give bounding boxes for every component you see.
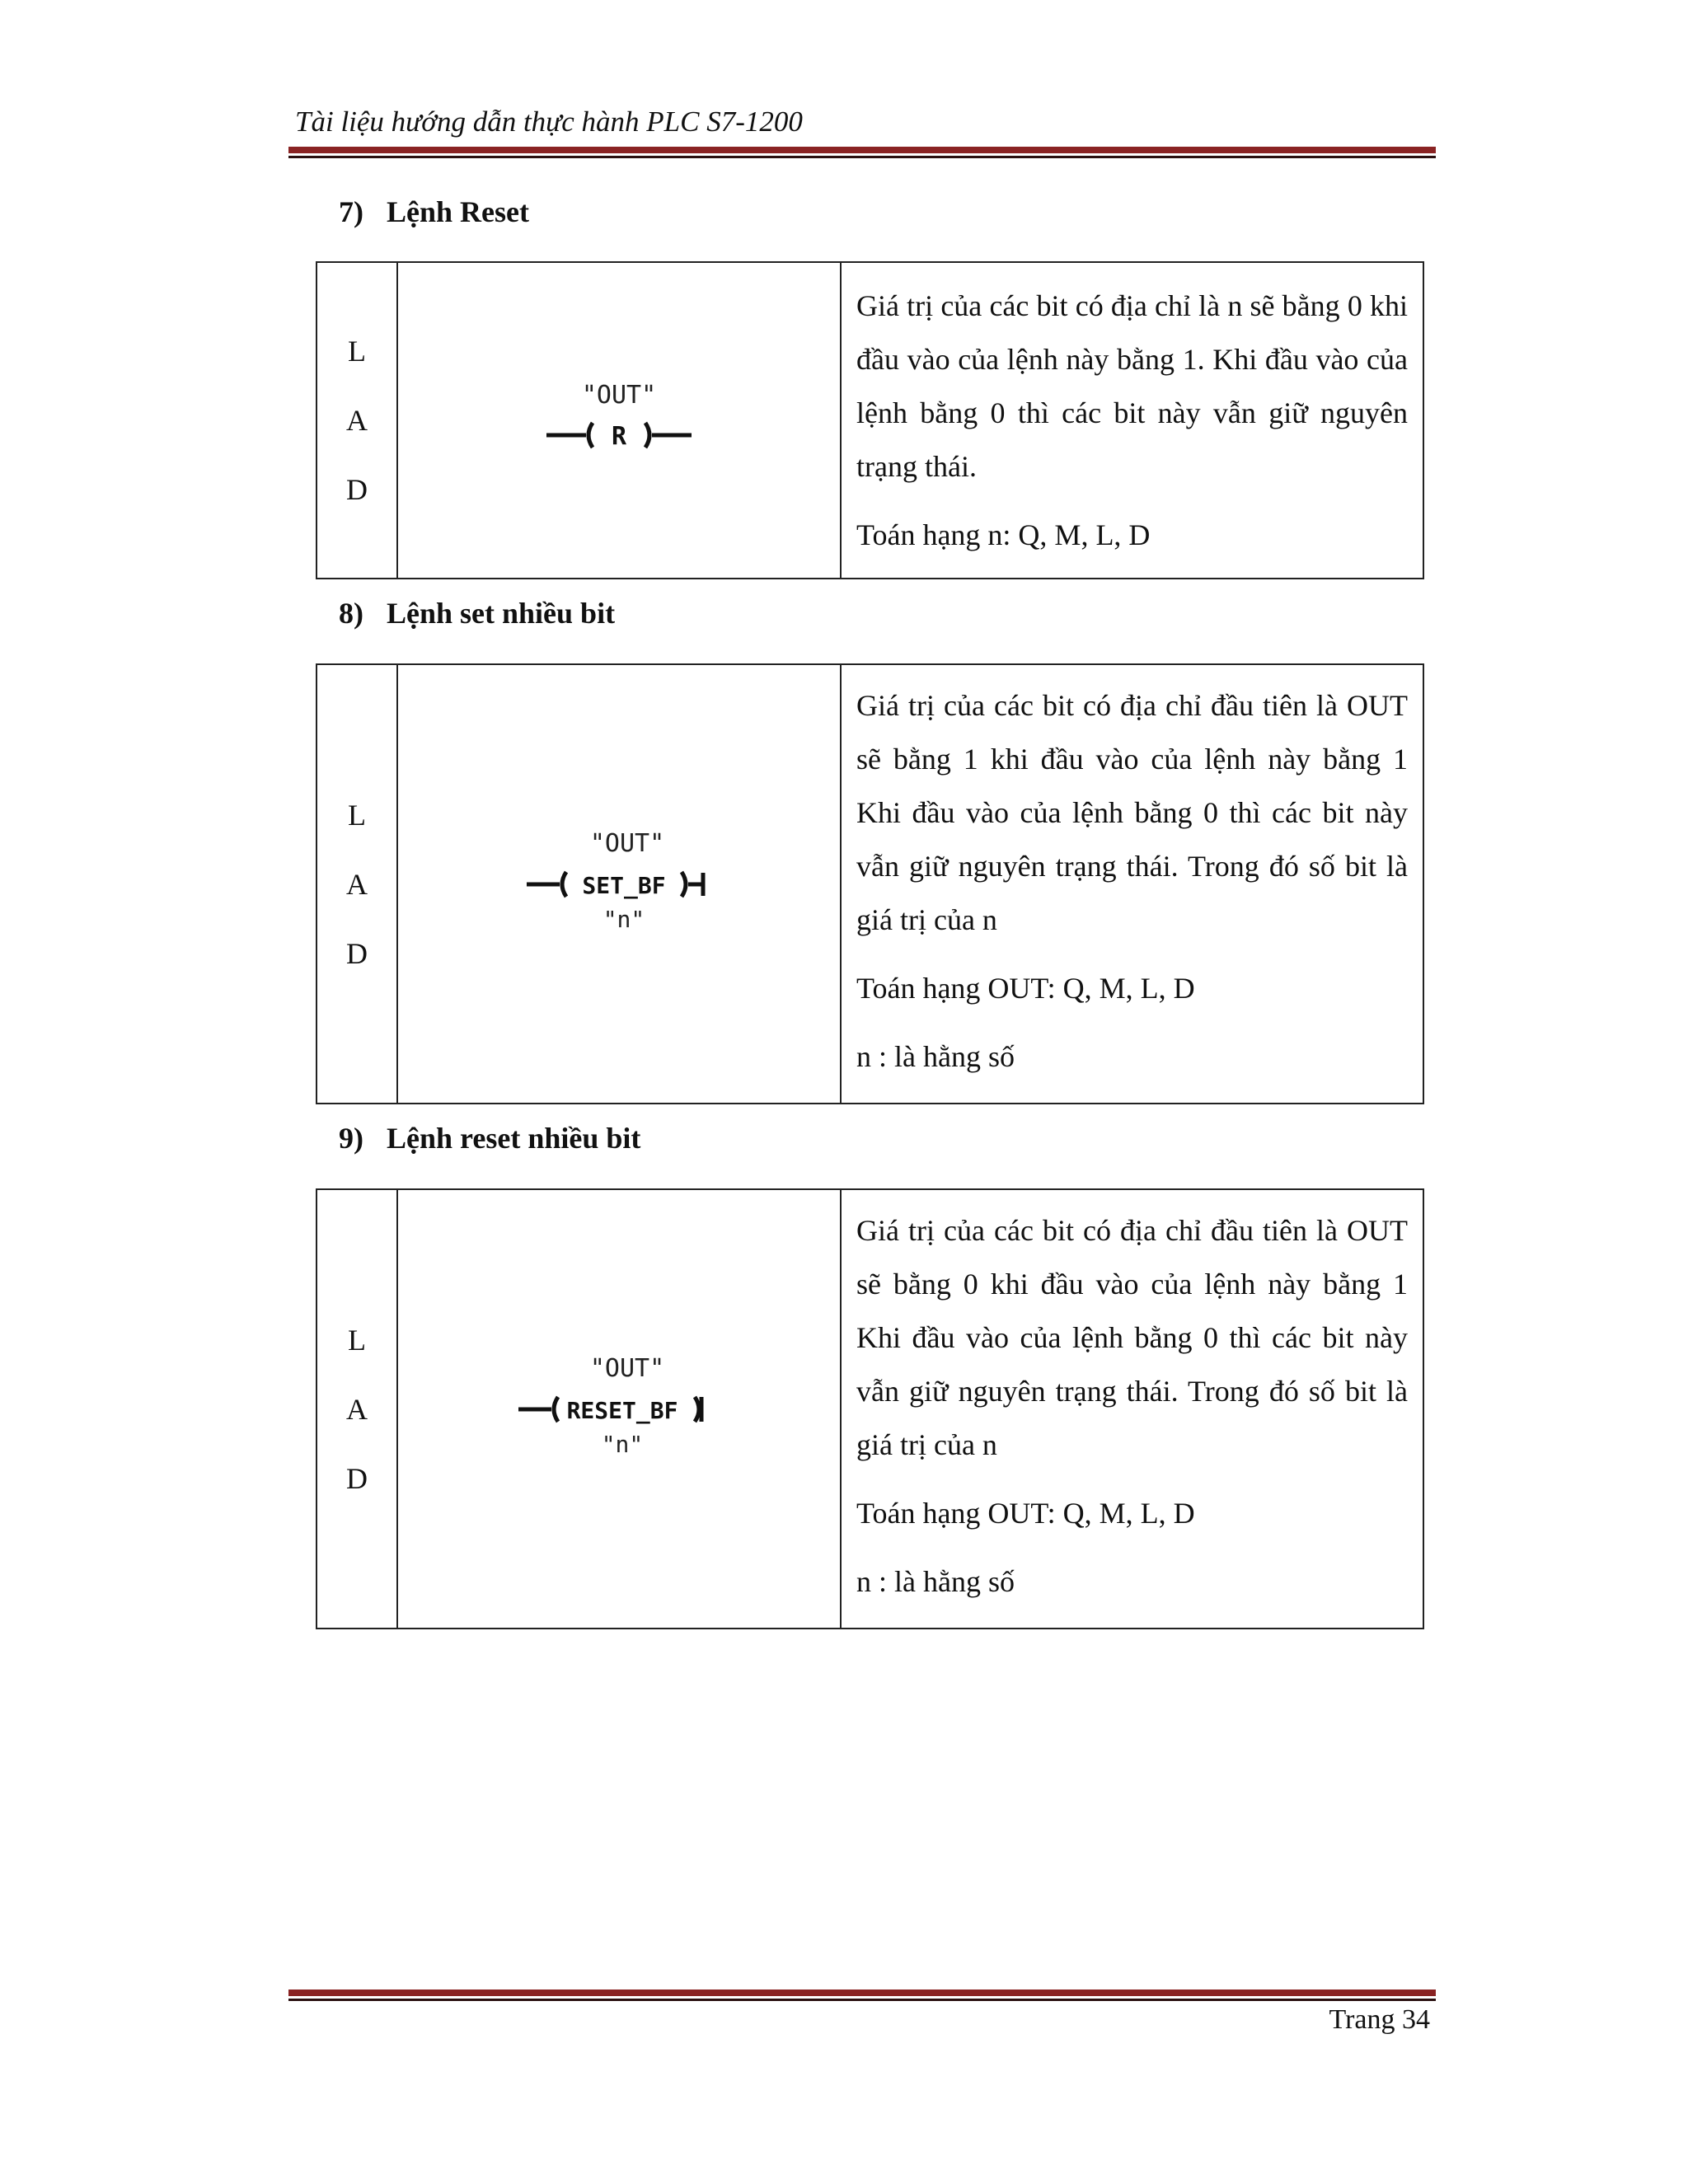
language-letter: D [346, 1461, 368, 1495]
table-row [316, 1189, 1423, 1629]
section-title: Lệnh reset nhiều bit [387, 1122, 641, 1155]
coil-operand-label: "OUT" [581, 380, 657, 410]
symbol-cell [397, 262, 841, 579]
language-cell [316, 664, 397, 1104]
language-letter: A [346, 867, 368, 901]
coil-right-bracket [695, 1397, 699, 1422]
table-row [316, 262, 1423, 579]
section-number: 7) [339, 195, 363, 228]
language-letter: D [346, 936, 368, 970]
coil-type-label: RESET_BF [566, 1397, 678, 1424]
language-letter: D [346, 473, 368, 506]
page-number: Trang 34 [1329, 2004, 1430, 2035]
set-bf-instruction-table [316, 663, 1424, 1104]
section-9-heading [339, 1121, 640, 1155]
coil-left-bracket [562, 872, 566, 897]
section-8-heading [339, 596, 615, 630]
language-letter: A [346, 404, 368, 437]
coil-right-bracket [682, 872, 686, 897]
description-cell [841, 262, 1423, 579]
coil-left-bracket [554, 1397, 558, 1422]
description-text: Giá trị của các bit có địa chỉ đầu tiên là OUT sẽ bằng 0 khi đầu vào của lệnh này bằng 1 Khi đầu vào của lệnh bằng 0 thì các bit này vẫn giữ nguyên trạng thái. Trong đó số bit là giá trị của n [856, 1214, 1408, 1461]
header-title: Tài liệu hướng dẫn thực hành PLC S7-1200 [295, 105, 803, 138]
coil-left-bracket [588, 423, 593, 448]
reset-bf-instruction-table [316, 1188, 1424, 1629]
reset-instruction-table [316, 261, 1424, 579]
section-7-heading [339, 194, 529, 229]
symbol-cell [397, 664, 841, 1104]
coil-type-label: SET_BF [582, 872, 666, 899]
constant-text: n : là hằng số [856, 1565, 1015, 1598]
reset-coil-symbol [537, 373, 701, 464]
section-number: 8) [339, 597, 363, 630]
description-cell [841, 1189, 1423, 1629]
coil-count-label: "n" [603, 906, 645, 933]
section-title: Lệnh Reset [387, 195, 529, 228]
coil-count-label: "n" [601, 1431, 644, 1458]
language-letter: L [348, 335, 366, 368]
coil-type-label: R [611, 421, 627, 451]
set-bf-coil-symbol [520, 820, 718, 944]
operands-text: Toán hạng OUT: Q, M, L, D [856, 1497, 1195, 1530]
table-row [316, 664, 1423, 1104]
coil-right-bracket [645, 423, 649, 448]
coil-operand-label: "OUT" [589, 1354, 665, 1383]
language-letter: A [346, 1392, 368, 1426]
coil-operand-label: "OUT" [589, 829, 665, 858]
description-text: Giá trị của các bit có địa chỉ là n sẽ bằng 0 khi đầu vào của lệnh này bằng 1. Khi đầu vào của lệnh bằng 0 thì các bit này vẫn giữ nguyên trạng thái. [856, 288, 1408, 483]
operands-text: Toán hạng OUT: Q, M, L, D [856, 972, 1195, 1005]
constant-text: n : là hằng số [856, 1040, 1015, 1073]
language-cell [316, 1189, 397, 1629]
reset-bf-coil-symbol [512, 1345, 726, 1469]
description-cell [841, 664, 1423, 1104]
header-rule [288, 147, 1436, 158]
language-cell [316, 262, 397, 579]
language-letter: L [348, 798, 366, 832]
operands-text: Toán hạng n: Q, M, L, D [856, 518, 1151, 551]
description-text: Giá trị của các bit có địa chỉ đầu tiên là OUT sẽ bằng 1 khi đầu vào của lệnh này bằng 1 Khi đầu vào của lệnh bằng 0 thì các bit này vẫn giữ nguyên trạng thái. Trong đó số bit là giá trị của n [856, 689, 1408, 936]
section-title: Lệnh set nhiều bit [387, 597, 616, 630]
language-letter: L [348, 1323, 366, 1357]
section-number: 9) [339, 1122, 363, 1155]
symbol-cell [397, 1189, 841, 1629]
footer-rule [288, 1990, 1436, 2001]
